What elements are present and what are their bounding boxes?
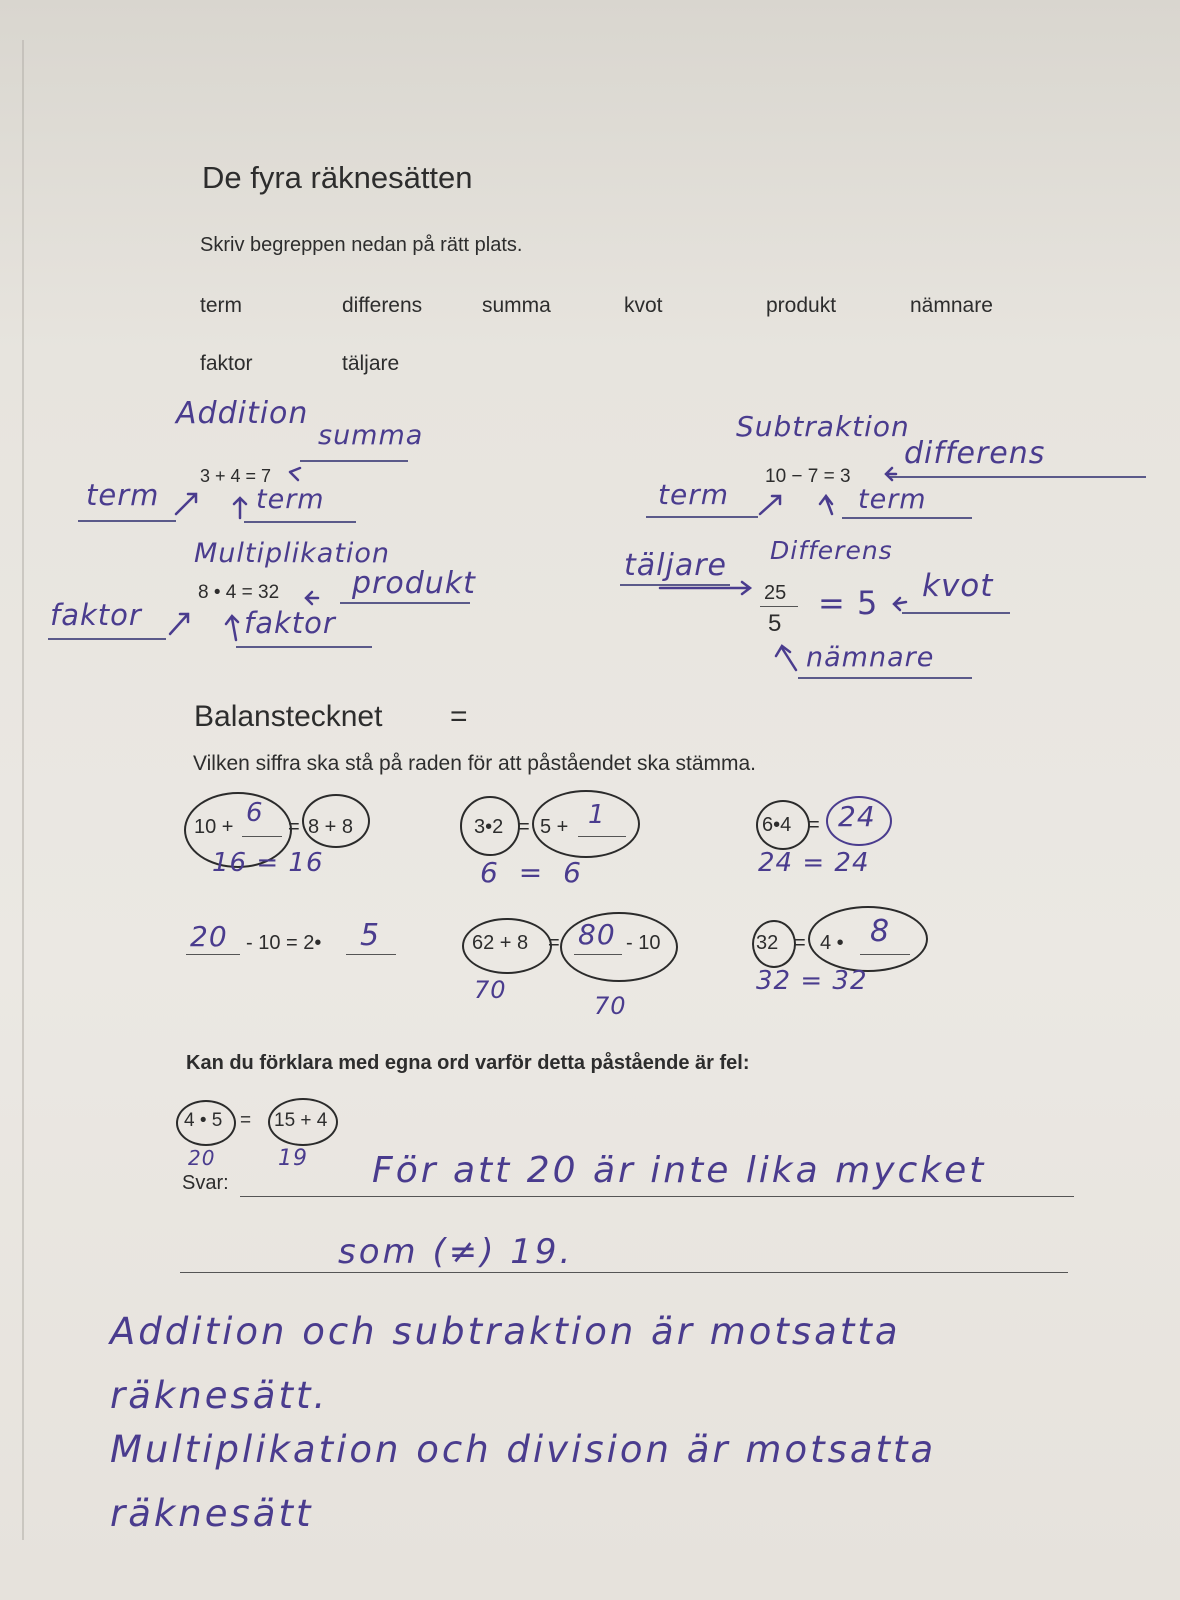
arrow-term-left-icon (176, 494, 196, 514)
addition-answer-summa: summa (318, 420, 424, 451)
arrow-sub-term-left-icon (760, 496, 780, 514)
explain-right-value: 19 (278, 1146, 308, 1171)
problem6-check: 32 = 32 (756, 966, 868, 996)
word-bank-term: term (200, 294, 242, 317)
explain-right: 15 + 4 (274, 1110, 328, 1131)
arrow-faktor-left-icon (170, 614, 188, 634)
multiplication-equation: 8 • 4 = 32 (198, 582, 280, 603)
problem6-eq: = (794, 932, 806, 954)
note-addition-subtraction: Addition och subtraktion är motsatta räknesätt. (110, 1310, 901, 1417)
arrow-sub-term-right-icon (820, 496, 832, 514)
problem2-check: 6 = 6 (480, 856, 587, 889)
subtraction-answer-term-right: term (858, 484, 927, 515)
worksheet-instruction: Skriv begreppen nedan på rätt plats. (200, 234, 523, 256)
division-result: = 5 (818, 584, 879, 622)
explain-left: 4 • 5 (184, 1110, 223, 1131)
word-bank-namnare: nämnare (910, 294, 993, 317)
word-bank-taljare: täljare (342, 352, 400, 375)
arrow-term-right-icon (234, 498, 246, 518)
word-bank-kvot: kvot (624, 294, 663, 317)
subtraction-answer-term-left: term (658, 478, 729, 511)
problem5-left: 62 + 8 (472, 932, 529, 954)
worksheet-title: De fyra räknesätten (202, 160, 473, 195)
problem5-eq: = (548, 932, 560, 954)
problem4-blank1: 20 (190, 920, 228, 953)
arrow-summa-icon (290, 468, 300, 480)
arrow-namnare-icon (776, 646, 796, 670)
explain-left-value: 20 (188, 1146, 216, 1170)
explain-answer-line1: För att 20 är inte lika mycket (372, 1150, 987, 1191)
division-denominator: 5 (768, 610, 782, 637)
balance-instruction: Vilken siffra ska stå på raden för att påståendet ska stämma. (193, 752, 757, 775)
note-multiplication-division: Multiplikation och division är motsatta räknesätt (110, 1428, 937, 1535)
problem4-blank2: 5 (360, 918, 381, 953)
explain-question: Kan du förklara med egna ord varför detta påstående är fel: (186, 1052, 750, 1074)
problem5-blank: 80 (578, 918, 616, 951)
multiplication-heading: Multiplikation (194, 538, 391, 569)
problem3-blank: 24 (838, 800, 876, 833)
explain-answer-line2: som (≠) 19. (338, 1232, 574, 1272)
problem3-check: 24 = 24 (758, 848, 870, 878)
division-answer-taljare: täljare (624, 548, 727, 583)
multiplication-answer-faktor-right: faktor (244, 606, 336, 640)
word-bank-summa: summa (482, 294, 551, 317)
balance-heading: Balanstecknet (194, 700, 383, 733)
problem1-left: 10 + (194, 816, 234, 838)
problem4-mid: - 10 = 2• (246, 932, 322, 954)
problem5-check-right: 70 (594, 992, 627, 1020)
arrow-faktor-right-icon (226, 616, 238, 640)
explain-answer-label: Svar: (182, 1172, 229, 1194)
division-heading: Differens (770, 536, 893, 565)
problem1-right: 8 + 8 (308, 816, 354, 838)
word-bank-differens: differens (342, 294, 423, 317)
addition-answer-term-left: term (86, 478, 160, 512)
problem1-check: 16 = 16 (212, 848, 324, 878)
problem1-eq: = (288, 816, 300, 838)
problem3-left: 6•4 (762, 814, 792, 836)
problem6-right-pre: 4 • (820, 932, 844, 954)
arrow-produkt-icon (306, 592, 318, 604)
problem3-eq: = (808, 814, 820, 836)
addition-equation: 3 + 4 = 7 (200, 466, 272, 486)
subtraction-answer-differens: differens (904, 436, 1046, 471)
subtraction-heading: Subtraktion (736, 410, 910, 443)
problem2-eq: = (518, 816, 530, 838)
problem2-blank: 1 (588, 800, 606, 830)
arrow-differens-icon (886, 468, 896, 480)
problem5-check-left: 70 (474, 976, 507, 1004)
addition-heading: Addition (176, 396, 309, 431)
balance-symbol: = (450, 700, 468, 733)
subtraction-equation: 10 − 7 = 3 (765, 466, 851, 487)
addition-answer-term-right: term (256, 484, 325, 515)
problem5-right-post: - 10 (626, 932, 661, 954)
word-bank-faktor: faktor (200, 352, 253, 375)
problem6-blank: 8 (870, 914, 891, 949)
problem2-left: 3•2 (474, 816, 504, 838)
arrow-kvot-icon (894, 598, 906, 610)
division-numerator: 25 (764, 582, 787, 604)
division-answer-namnare: nämnare (806, 642, 935, 673)
problem2-right-pre: 5 + (540, 816, 569, 838)
multiplication-answer-produkt: produkt (352, 566, 476, 601)
arrow-taljare-icon (660, 582, 750, 594)
problem1-blank: 6 (246, 798, 264, 828)
word-bank-produkt: produkt (766, 294, 837, 317)
multiplication-answer-faktor-left: faktor (50, 598, 142, 632)
explain-eq: = (240, 1110, 252, 1131)
problem6-left: 32 (756, 932, 779, 954)
division-answer-kvot: kvot (922, 568, 994, 604)
